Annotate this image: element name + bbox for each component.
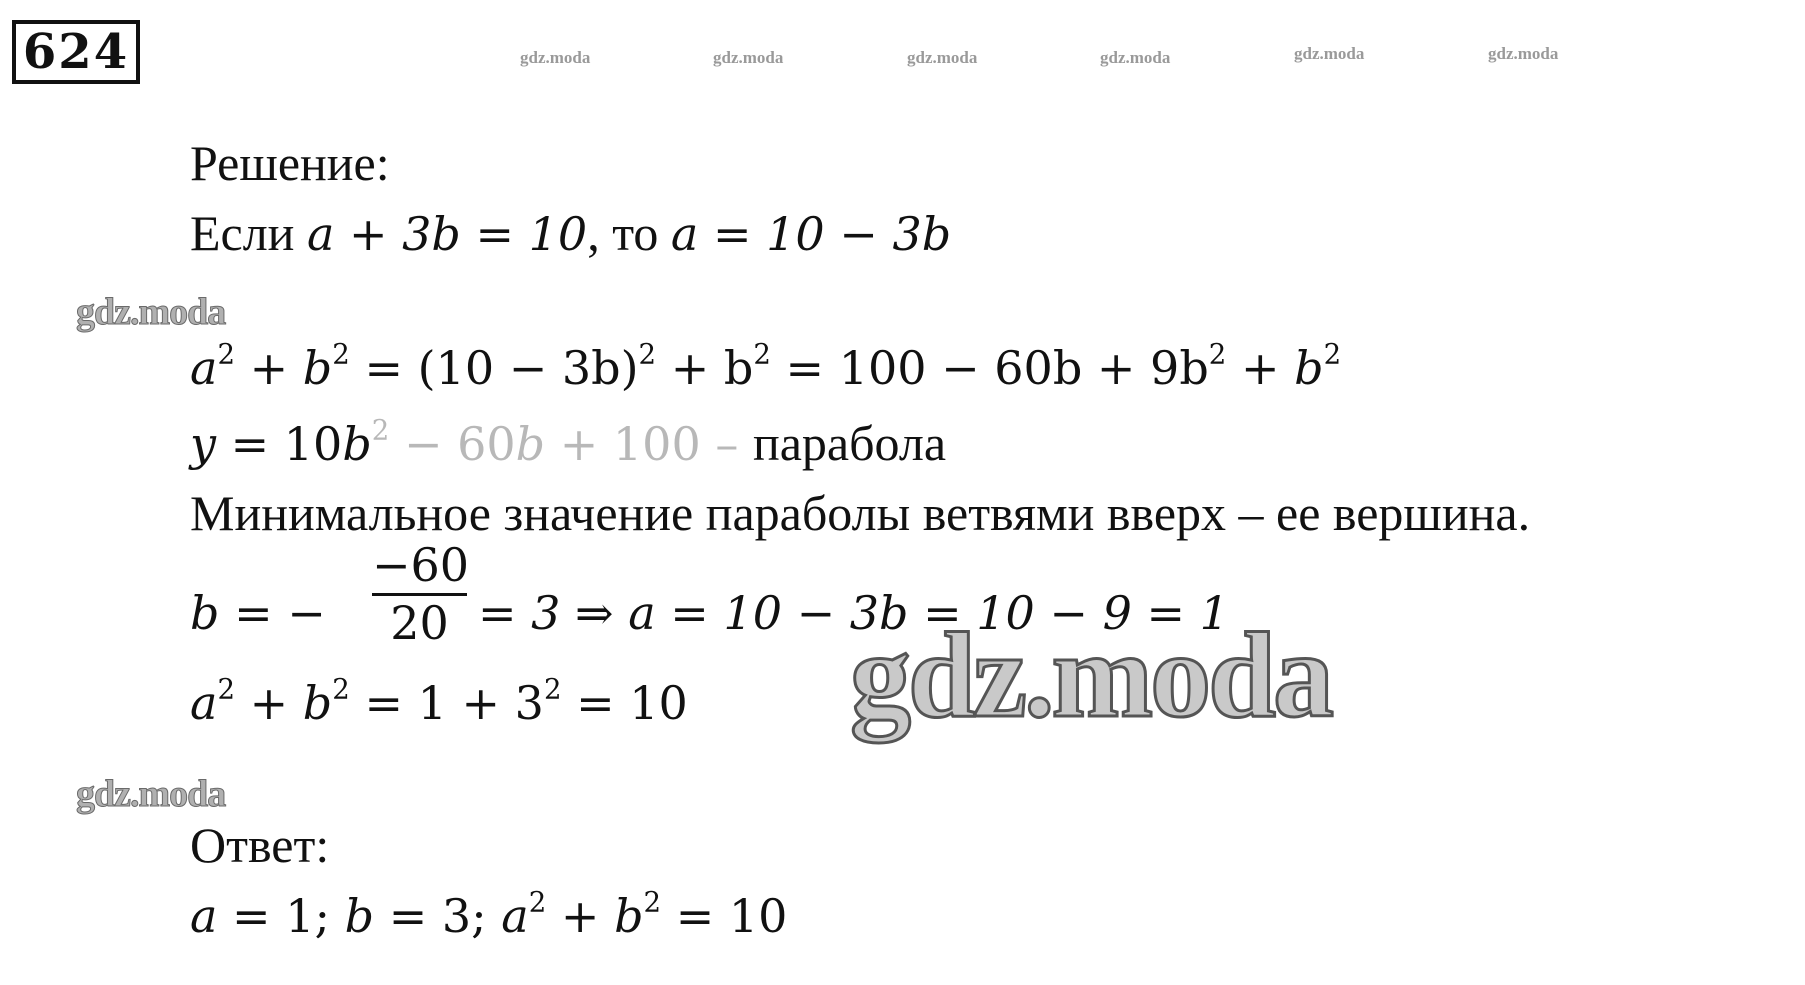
- watermark: gdz.moda: [1294, 44, 1365, 63]
- problem-number: 624: [12, 20, 140, 84]
- solution-heading: Решение:: [190, 135, 390, 191]
- vertex-prefix: b = −: [190, 586, 326, 640]
- expansion-line: $a^2 + b^2 = (10 - 3b)^2 + b^2 = 100 - 60b + 9b^2 + b^2$: [190, 337, 1342, 395]
- answer-line: a = 1; b = 3; $a^2 + b^2 = 10$: [190, 885, 788, 943]
- watermark: gdz.moda: [76, 773, 226, 815]
- check-line: $a^2 + b^2 = 1 + 3^2 = 10$: [190, 672, 688, 730]
- answer-heading: Ответ:: [190, 817, 330, 873]
- watermark: gdz.moda: [76, 291, 226, 333]
- fraction-denominator: 20: [390, 595, 449, 650]
- condition-equation: a + 3b = 10: [306, 207, 588, 261]
- watermark: gdz.moda: [907, 48, 978, 67]
- function-line: $y = 10b^2 - 60b + 100$ – парабола: [190, 413, 947, 471]
- vertex-result: = 3 ⇒ a = 10 − 3b = 10 − 9 = 1: [478, 586, 1229, 640]
- fraction-numerator: −60: [372, 538, 470, 592]
- substitution-equation: a = 10 − 3b: [670, 207, 952, 261]
- watermark: gdz.moda: [1100, 48, 1171, 67]
- watermark: gdz.moda: [520, 48, 591, 67]
- watermark: gdz.moda: [713, 48, 784, 67]
- watermark: gdz.moda: [1488, 44, 1559, 63]
- watermark-large: gdz.moda: [850, 608, 1331, 743]
- then-word: , то: [587, 205, 671, 261]
- condition-line: [190, 205, 952, 261]
- vertex-fraction: [372, 538, 470, 650]
- parabola-word: парабола: [752, 415, 947, 471]
- minimum-statement: Минимальное значение параболы ветвями вверх – ее вершина.: [190, 485, 1531, 541]
- if-word: Если: [190, 205, 307, 261]
